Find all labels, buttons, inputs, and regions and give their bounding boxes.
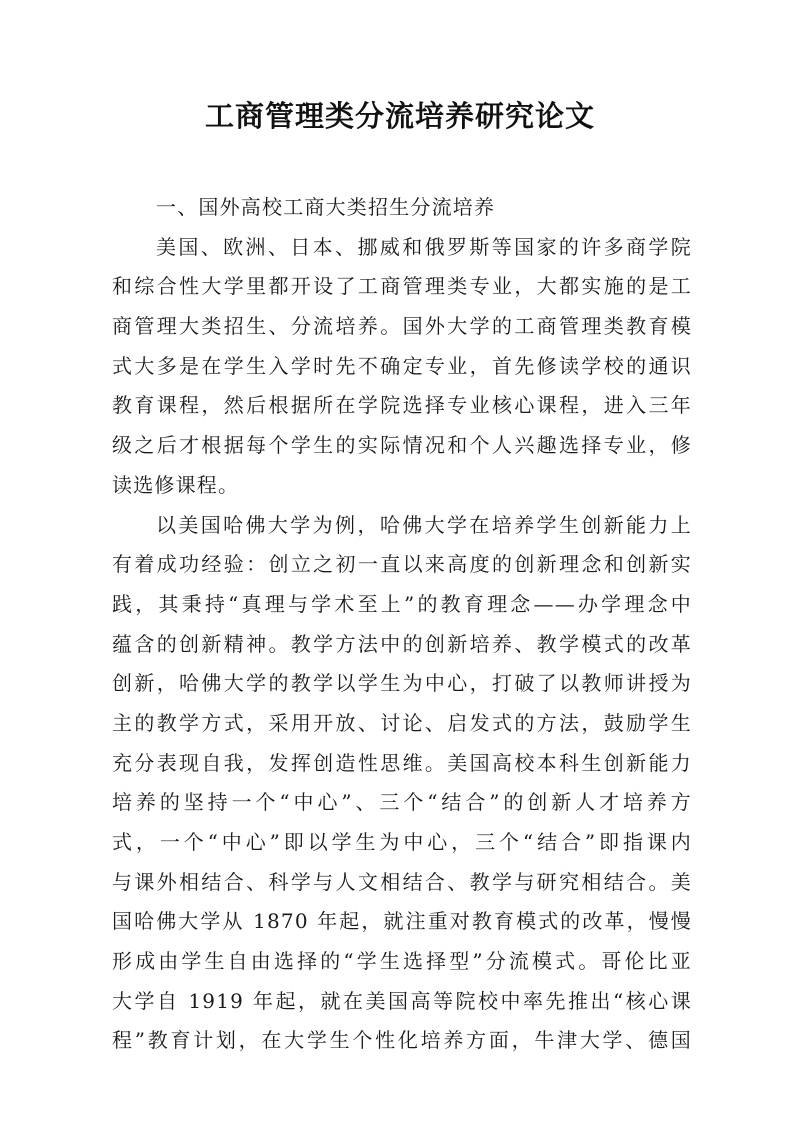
paragraph-2-line: 有着成功经验：创立之初一直以来高度的创新理念和创新实 <box>112 552 692 577</box>
paragraph-2-line: 创新，哈佛大学的教学以学生为中心，打破了以教师讲授为 <box>112 671 692 696</box>
paragraph-2-line: 主的教学方式，采用开放、讨论、启发式的方法，鼓励学生 <box>112 710 692 735</box>
document-title: 工商管理类分流培养研究论文 <box>204 99 595 133</box>
section-heading <box>112 188 692 228</box>
paragraph-2-line: 国哈佛大学从 1870 年起，就注重对教育模式的改革，慢慢 <box>112 909 692 934</box>
paragraph-2-line: 培养的坚持一个“中心”、三个“结合”的创新人才培养方 <box>112 790 692 815</box>
paragraph-1-line: 读选修课程。 <box>112 472 240 497</box>
paragraph-2-line: 蕴含的创新精神。教学方法中的创新培养、教学模式的改革 <box>112 631 692 656</box>
paragraph-2-line: 式，一个“中心”即以学生为中心，三个“结合”即指课内 <box>112 830 692 854</box>
paragraph-2-line: 程”教育计划，在大学生个性化培养方面，牛津大学、德国 <box>112 1028 692 1053</box>
paragraph-1-line: 美国、欧洲、日本、挪威和俄罗斯等国家的许多商学院 <box>156 234 692 259</box>
paragraph-1-line: 商管理大类招生、分流培养。国外大学的工商管理类教育模 <box>112 314 692 339</box>
paragraph-1-line: 级之后才根据每个学生的实际情况和个人兴趣选择专业，修 <box>112 433 692 458</box>
paragraph-1-line: 和综合性大学里都开设了工商管理类专业，大都实施的是工 <box>112 274 692 299</box>
paragraph-2-line: 形成由学生自由选择的“学生选择型”分流模式。哥伦比亚 <box>112 949 692 974</box>
document-body <box>112 188 692 1061</box>
paragraph-1 <box>112 228 692 506</box>
paragraph-2-line: 践，其秉持“真理与学术至上”的教育理念——办学理念中 <box>112 591 692 616</box>
paragraph-2-line: 与课外相结合、科学与人文相结合、教学与研究相结合。美 <box>112 869 692 894</box>
paragraph-2-line: 以美国哈佛大学为例，哈佛大学在培养学生创新能力上 <box>156 512 692 537</box>
paragraph-2-line: 大学自 1919 年起，就在美国高等院校中率先推出“核心课 <box>112 988 692 1013</box>
paragraph-1-line: 教育课程，然后根据所在学院选择专业核心课程，进入三年 <box>112 393 692 418</box>
paragraph-2-line: 充分表现自我，发挥创造性思维。美国高校本科生创新能力 <box>112 750 692 775</box>
section-heading-text: 一、国外高校工商大类招生分流培养 <box>156 195 496 219</box>
paragraph-2 <box>112 506 692 1062</box>
paragraph-1-line: 式大多是在学生入学时先不确定专业，首先修读学校的通识 <box>112 353 692 378</box>
